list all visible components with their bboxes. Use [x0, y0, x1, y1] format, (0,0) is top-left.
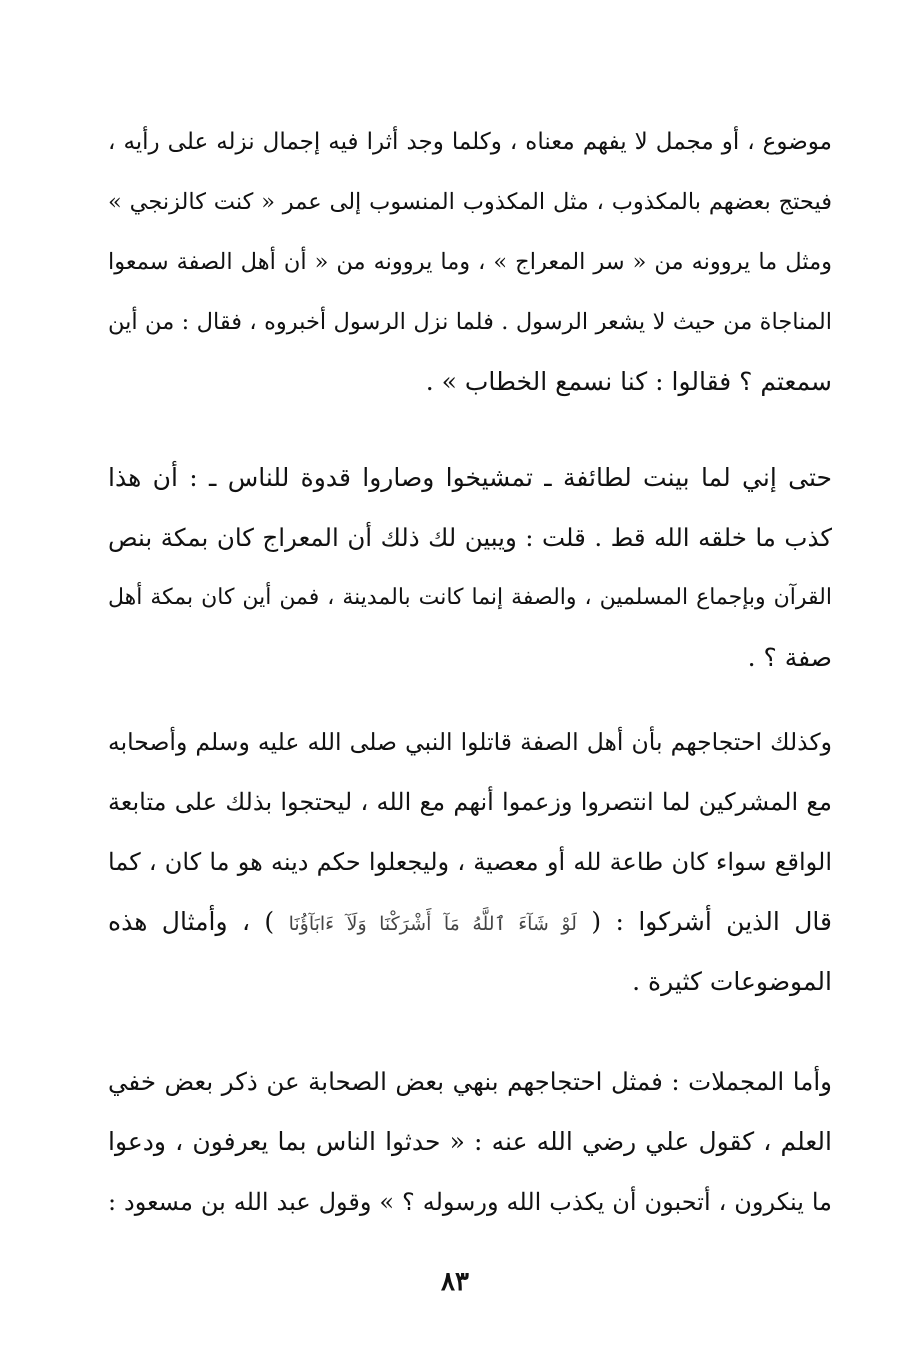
quran-line-after: ) ، وأمثال هذه	[108, 907, 275, 936]
text-line: الواقع سواء كان طاعة لله أو معصية ، وليجعلوا حكم دينه هو ما كان ، كما	[108, 848, 832, 876]
text-line: ومثل ما يروونه من « سر المعراج » ، وما يروونه من « أن أهل الصفة سمعوا	[108, 249, 832, 275]
text-line: كذب ما خلقه الله قط . قلت : ويبين لك ذلك أن المعراج كان بمكة بنص	[108, 523, 832, 552]
text-line: العلم ، كقول علي رضي الله عنه : « حدثوا الناس بما يعرفون ، ودعوا	[108, 1127, 832, 1156]
paragraph-4	[108, 1052, 832, 1232]
text-line: حتى إني لما بينت لطائفة ـ تمشيخوا وصاروا قدوة للناس ـ : أن هذا	[108, 463, 832, 492]
text-line: وكذلك احتجاجهم بأن أهل الصفة قاتلوا النبي صلى الله عليه وسلم وأصحابه	[108, 728, 832, 756]
text-line: الموضوعات كثيرة .	[632, 967, 832, 996]
paragraph-1	[108, 112, 832, 412]
paragraph-2	[108, 448, 832, 688]
text-line: فيحتج بعضهم بالمكذوب ، مثل المكذوب المنسوب إلى عمر « كنت كالزنجي »	[108, 189, 832, 215]
page-number: ٨٣	[441, 1267, 469, 1297]
text-line: سمعتم ؟ فقالوا : كنا نسمع الخطاب » .	[425, 367, 832, 396]
quran-verse: لَوْ شَآءَ ٱللَّهُ مَآ أَشْرَكْنَا وَلَآ ءَابَآؤُنَا	[288, 913, 577, 935]
quran-line-before: قال الذين أشركوا : (	[591, 907, 832, 936]
paragraph-3	[108, 712, 832, 1012]
text-line: موضوع ، أو مجمل لا يفهم معناه ، وكلما وجد أثرا فيه إجمال نزله على رأيه ،	[108, 129, 832, 155]
text-line: وأما المجملات : فمثل احتجاجهم بنهي بعض الصحابة عن ذكر بعض خفي	[108, 1067, 832, 1096]
text-line: مع المشركين لما انتصروا وزعموا أنهم مع الله ، ليحتجوا بذلك على متابعة	[108, 788, 832, 816]
quran-quote-line	[108, 892, 832, 952]
text-line: ما ينكرون ، أتحبون أن يكذب الله ورسوله ؟ » وقول عبد الله بن مسعود :	[108, 1188, 832, 1216]
text-line: المناجاة من حيث لا يشعر الرسول . فلما نزل الرسول أخبروه ، فقال : من أين	[108, 309, 832, 335]
text-line: القرآن وبإجماع المسلمين ، والصفة إنما كانت بالمدينة ، فمن أين كان بمكة أهل	[108, 585, 832, 610]
text-line: صفة ؟ .	[747, 643, 832, 672]
